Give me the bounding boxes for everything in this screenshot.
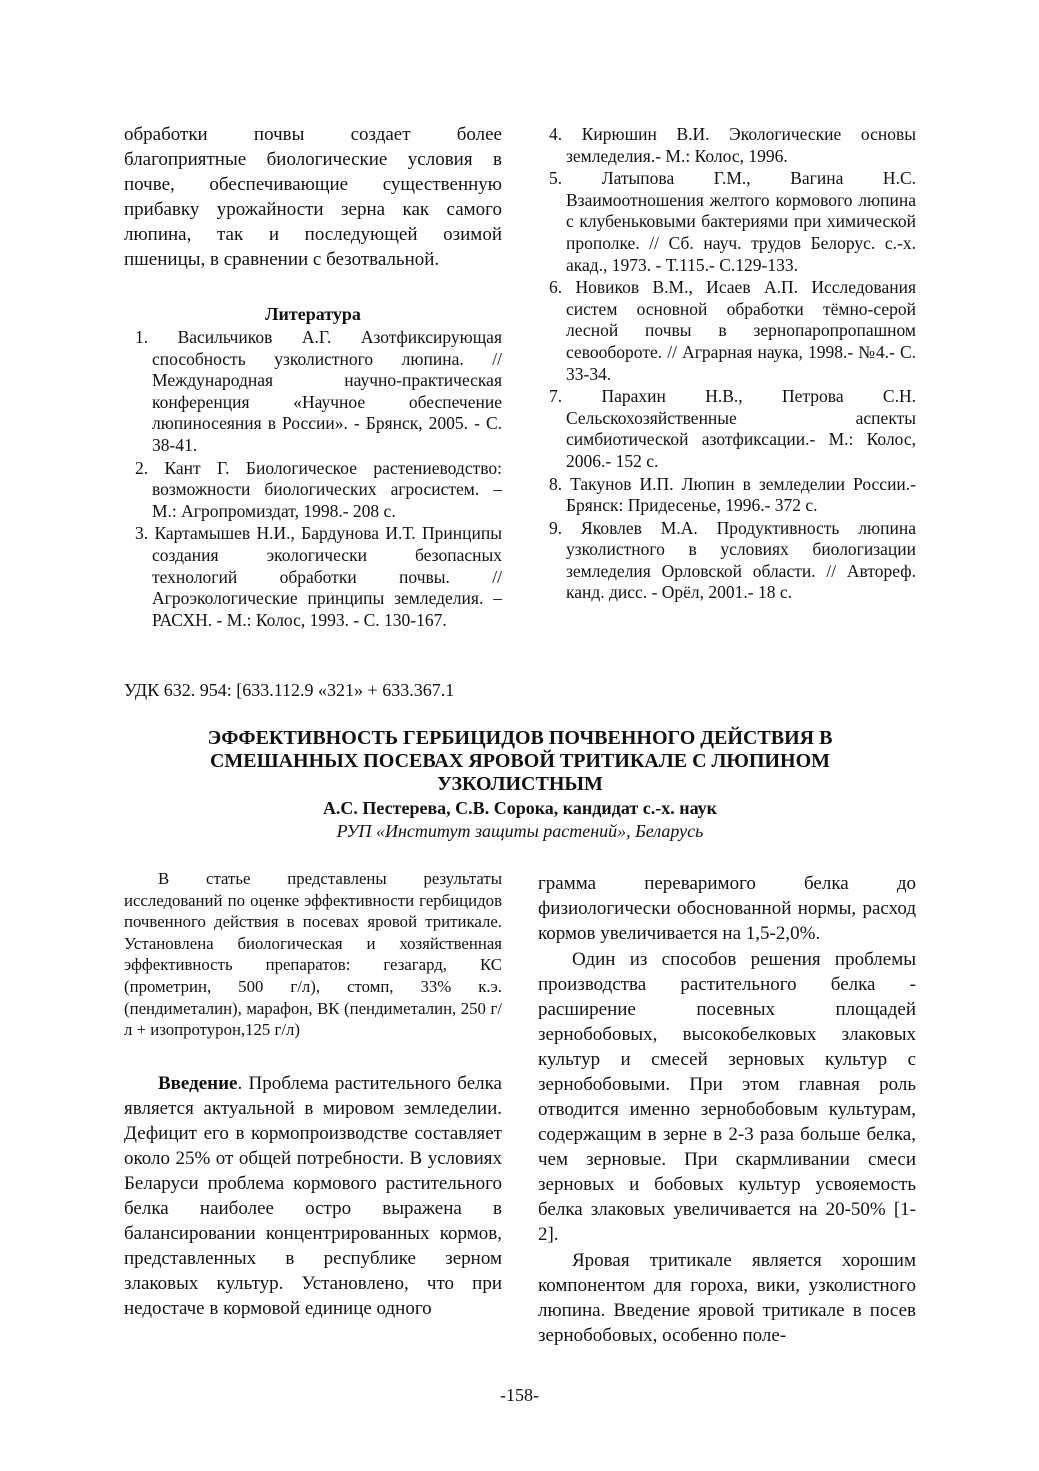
left-top-column	[124, 122, 502, 632]
reference-item: 2. Кант Г. Биологическое растениеводство: возможности биологических агросистем. – М.: Агропромиздат, 1998.- 208 с.	[135, 457, 502, 521]
udk-code: УДК 632. 954: [633.112.9 «321» + 633.367.1	[124, 680, 455, 700]
literature-heading: Литература	[265, 304, 361, 324]
reference-item: 4. Кирюшин В.И. Экологические основы земледелия.- М.: Колос, 1996.	[549, 124, 916, 166]
right-bottom-column	[538, 871, 916, 1348]
institution: РУП «Институт защиты растений», Беларусь	[336, 821, 704, 841]
title-line: ЭФФЕКТИВНОСТЬ ГЕРБИЦИДОВ ПОЧВЕННОГО ДЕЙСТВИЯ В	[207, 727, 833, 749]
article-header	[124, 727, 916, 842]
reference-item: 9. Яковлев М.А. Продуктивность люпина узколистного в условиях биологизации земледелия Орловской области. // Автореф. канд. дисс. - Орёл, 2001.- 18 с.	[549, 517, 916, 603]
introduction-text: . Проблема растительного белка является актуальной в мировом земледелии. Дефицит его в кормопроизводстве составляет около 25% от общей потребности. В условиях Беларуси проблема кормового растительного белка наиболее остро выражена в балансировании концентрированных кормов, представленных в республике зерном злаковых культур. Установлено, что при недостаче в кормовой единице одного	[124, 1072, 502, 1319]
right-top-column	[538, 124, 916, 605]
body-paragraph: Яровая тритикале является хорошим компонентом для гороха, вики, узколистного люпина. Введение яровой тритикале в посев зернобобовых, особенно поле-	[538, 1250, 916, 1346]
reference-item: 7. Парахин Н.В., Петрова С.Н. Сельскохозяйственные аспекты симбиотической азотфиксации.- М.: Колос, 2006.- 152 с.	[549, 386, 916, 471]
article-title	[124, 727, 916, 796]
reference-item: 6. Новиков В.М., Исаев А.П. Исследования систем основной обработки тёмно-серой лесной почвы в зернопаропропашном севообороте. // Аграрная наука, 1998.- №4.- С. 33-34.	[549, 277, 916, 384]
title-line: УЗКОЛИСТНЫМ	[437, 773, 603, 795]
reference-list-right	[538, 124, 916, 604]
introduction-label: Введение	[158, 1072, 238, 1094]
reference-list-left	[124, 327, 502, 631]
body-paragraph: грамма переваримого белка до физиологически обоснованной нормы, расход кормов увеличивается на 1,5-2,0%.	[538, 873, 916, 944]
reference-item: 5. Латыпова Г.М., Вагина Н.С. Взаимоотношения желтого кормового люпина с клубеньковыми бактериями при химической прополке. // Сб. науч. трудов Белорус. с.-х. акад., 1973. - Т.115.- С.129-133.	[549, 168, 916, 275]
reference-item: 1. Васильчиков А.Г. Азотфиксирующая способность узколистного люпина. // Международная научно-практическая конференция «Научное обеспечение люпиносеяния в России». - Брянск, 2005. - С. 38-41.	[135, 327, 502, 455]
continued-paragraph: обработки почвы создает более благоприятные биологические условия в почве, обеспечивающие существенную прибавку урожайности зерна как самого люпина, так и последующей озимой пшеницы, в сравнении с безотвальной.	[124, 124, 502, 270]
page-number: -158-	[500, 1385, 539, 1405]
authors: А.С. Пестерева, С.В. Сорока, кандидат с.-х. наук	[322, 798, 718, 818]
title-line: СМЕШАННЫХ ПОСЕВАХ ЯРОВОЙ ТРИТИКАЛЕ С ЛЮПИНОМ	[209, 750, 831, 772]
reference-item: 3. Картамышев Н.И., Бардунова И.Т. Принципы создания экологически безопасных технологий обработки почвы. // Агроэкологические принципы земледелия. – РАСХН. - М.: Колос, 1993. - С. 130-167.	[135, 523, 502, 630]
left-bottom-column	[124, 868, 502, 1321]
introduction-paragraph	[124, 1071, 502, 1321]
abstract: В статье представлены результаты исследований по оценке эффективности гербицидов почвенного действия в посевах яровой тритикале. Установлена биологическая и хозяйственная эффективность препаратов: гезагард, КС (прометрин, 500 г/л), стомп, 33% к.э. (пендиметалин), марафон, ВК (пендиметалин, 250 г/л + изопротурон,125 г/л)	[124, 869, 502, 1040]
body-paragraph: Один из способов решения проблемы производства растительного белка - расширение посевных площадей зернобобовых, высокобелковых злаковых культур и смесей зерновых культур с зернобобовыми. При этом главная роль отводится именно зернобобовым культурам, содержащим в зерне в 2-3 раза больше белка, чем зерновые. При скармливании смеси зерновых и бобовых культур усвояемость белка злаковых увеличивается на 20-50% [1-2].	[538, 949, 916, 1245]
reference-item: 8. Такунов И.П. Люпин в земледелии России.- Брянск: Придесенье, 1996.- 372 с.	[549, 473, 916, 516]
